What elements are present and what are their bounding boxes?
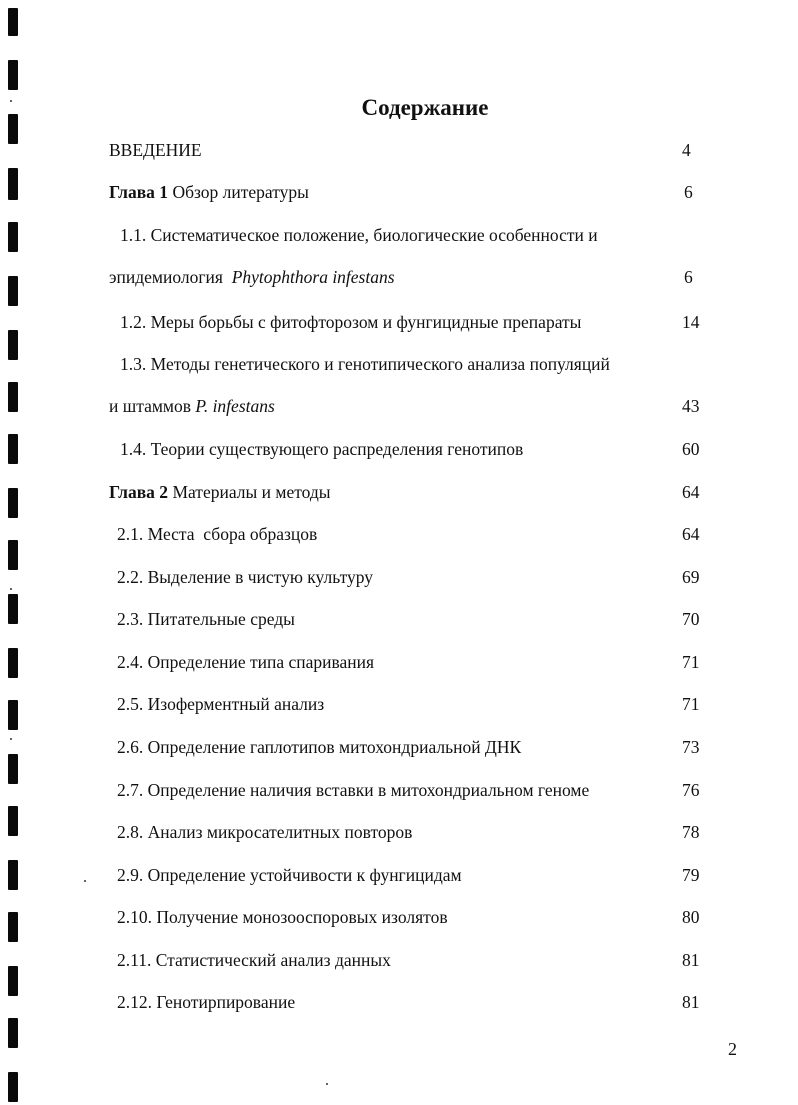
toc-entry-title: 2.8. Анализ микросателитных повторов: [117, 822, 413, 842]
toc-entry-title: 2.11. Статистический анализ данных: [117, 950, 391, 970]
toc-entry-2-3[interactable]: [0, 606, 798, 632]
toc-entry-chapter-1[interactable]: [0, 179, 798, 205]
toc-entry-page: 78: [682, 822, 700, 842]
toc-entry-title: 2.10. Получение монозооспоровых изолятов: [117, 907, 448, 927]
scan-speck: [326, 1083, 328, 1085]
toc-entry-page: 64: [682, 482, 700, 502]
chapter-label: Глава 2: [109, 482, 169, 502]
toc-entry-title: ВВЕДЕНИЕ: [109, 140, 202, 160]
toc-entry-1-3-line2[interactable]: [0, 393, 798, 419]
species-name: P. infestans: [195, 396, 275, 416]
toc-entry-page: 71: [682, 694, 700, 714]
toc-entry-1-3-line1[interactable]: [0, 351, 798, 377]
toc-entry-title-continued: [109, 264, 395, 290]
toc-entry-2-6[interactable]: [0, 734, 798, 760]
binding-mark: [8, 60, 18, 90]
toc-entry-title: 1.2. Меры борьбы с фитофторозом и фунгицидные препараты: [120, 312, 582, 332]
toc-entry-2-8[interactable]: [0, 819, 798, 845]
toc-entry-2-5[interactable]: [0, 691, 798, 717]
toc-entry-2-7[interactable]: [0, 777, 798, 803]
species-name: Phytophthora infestans: [231, 267, 395, 287]
toc-entry-page: 80: [682, 907, 700, 927]
toc-entry-page: 73: [682, 737, 700, 757]
toc-entry-title: [109, 479, 331, 505]
toc-entry-page: 76: [682, 780, 700, 800]
toc-entry-2-11[interactable]: [0, 947, 798, 973]
toc-entry-page: 60: [682, 439, 700, 459]
chapter-label: Глава 1: [109, 182, 169, 202]
binding-mark: [8, 8, 18, 36]
toc-entry-title: 2.1. Места сбора образцов: [117, 524, 318, 544]
toc-entry-2-12[interactable]: [0, 989, 798, 1015]
toc-entry-page: 70: [682, 609, 700, 629]
toc-entry-title: 2.3. Питательные среды: [117, 609, 295, 629]
toc-entry-page: 69: [682, 567, 700, 587]
toc-entry-title: 2.7. Определение наличия вставки в митохондриальном геноме: [117, 780, 590, 800]
binding-mark: [8, 1072, 18, 1102]
toc-entry-title: [109, 179, 309, 205]
toc-entry-page: 14: [682, 312, 700, 332]
toc-entry-1-2[interactable]: [0, 309, 798, 335]
toc-entry-1-1-line2[interactable]: [0, 264, 798, 290]
toc-entry-chapter-2[interactable]: [0, 479, 798, 505]
toc-entry-2-2[interactable]: [0, 564, 798, 590]
toc-entry-page: 81: [682, 950, 700, 970]
toc-entry-text: и штаммов: [109, 396, 192, 416]
toc-entry-1-4[interactable]: [0, 436, 798, 462]
chapter-title: Материалы и методы: [172, 482, 331, 502]
toc-entry-title: 2.12. Генотирпирование: [117, 992, 296, 1012]
toc-entry-intro[interactable]: [0, 137, 798, 163]
toc-entry-title: 2.4. Определение типа спаривания: [117, 652, 375, 672]
chapter-title: Обзор литературы: [172, 182, 309, 202]
toc-entry-2-10[interactable]: [0, 904, 798, 930]
toc-entry-page: 71: [682, 652, 700, 672]
toc-entry-title: 1.3. Методы генетического и генотипического анализа популяций: [120, 354, 610, 374]
toc-entry-page: 81: [682, 992, 700, 1012]
page-title: Содержание: [361, 95, 489, 120]
toc-entry-2-4[interactable]: [0, 649, 798, 675]
toc-entry-title-continued: [109, 393, 275, 419]
toc-entry-page: 79: [682, 865, 700, 885]
scan-speck: [10, 100, 12, 102]
toc-entry-title: 2.9. Определение устойчивости к фунгицидам: [117, 865, 462, 885]
binding-mark: [8, 1018, 18, 1048]
toc-entry-title: 2.5. Изоферментный анализ: [117, 694, 325, 714]
toc-entry-text: эпидемиология: [109, 267, 223, 287]
toc-entry-2-9[interactable]: [0, 862, 798, 888]
toc-entry-1-1-line1[interactable]: [0, 222, 798, 248]
toc-entry-page: 43: [682, 396, 700, 416]
toc-entry-title: 1.4. Теории существующего распределения генотипов: [120, 439, 524, 459]
toc-entry-page: 6: [684, 182, 693, 202]
toc-entry-page: 6: [684, 267, 693, 287]
toc-entry-title: 1.1. Систематическое положение, биологические особенности и: [120, 225, 598, 245]
toc-entry-page: 64: [682, 524, 700, 544]
toc-entry-title: 2.2. Выделение в чистую культуру: [117, 567, 374, 587]
toc-entry-2-1[interactable]: [0, 521, 798, 547]
toc-entry-page: 4: [682, 140, 691, 160]
page-number: 2: [728, 1039, 737, 1059]
toc-entry-title: 2.6. Определение гаплотипов митохондриальной ДНК: [117, 737, 522, 757]
